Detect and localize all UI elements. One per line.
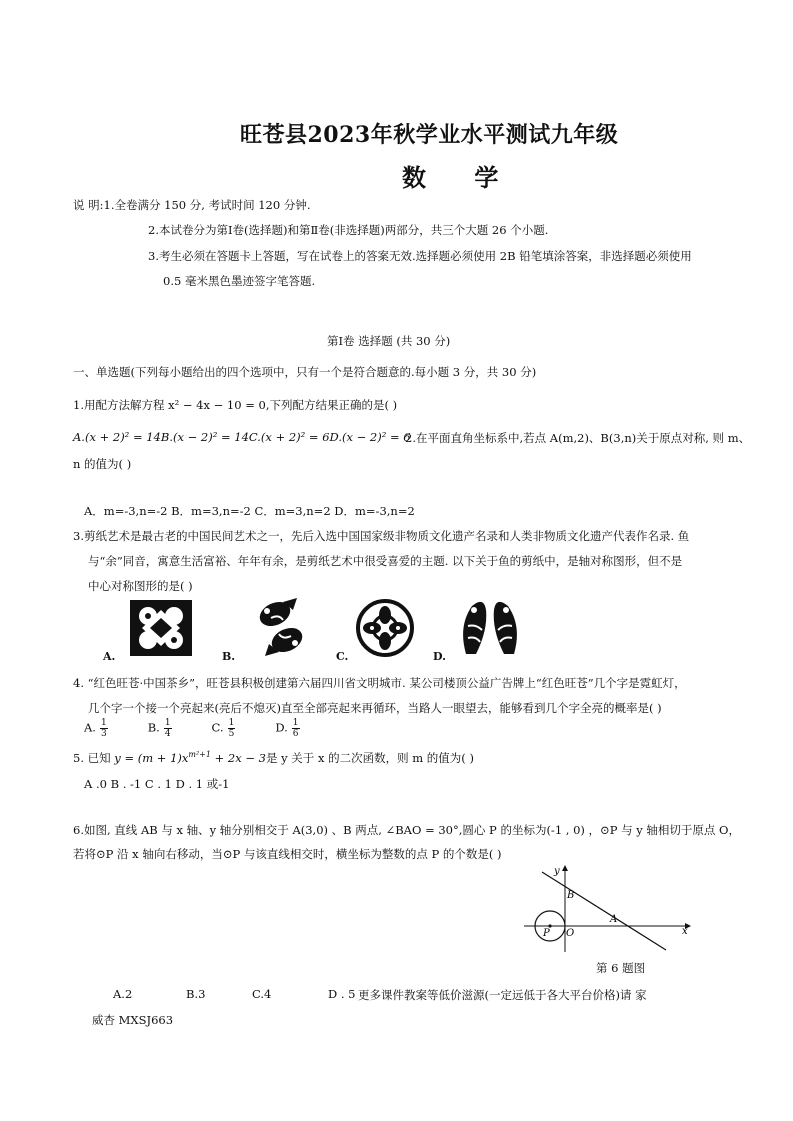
q5-stem: 5. 已知 $y = (m + 1)x^{m^2+1} + 2x - 3$是 y 关于 x 的二次函数，则 m 的值为( ) — [73, 750, 474, 765]
q2-stem: 2.在平面直角坐标系中,若点 A(m,2)、B(3,n)关于原点对称, 则 m、 — [405, 431, 751, 445]
q4-option-c: C. $\frac{1}{5}$ — [211, 718, 235, 739]
q6-option-b: B.3 — [186, 987, 206, 1001]
q4-option-a: A. $\frac{1}{3}$ — [84, 718, 107, 739]
q3-line2: 与“余”同音，寓意生活富裕、年年有余，是剪纸艺术中很受喜爱的主题. 以下关于鱼的剪纸中，是轴对称图形，但不是 — [88, 554, 683, 568]
q1-options: A.(x + 2)² = 14B.(x − 2)² = 14C.(x + 2)² = 6D.(x − 2)² = 6 — [73, 430, 411, 444]
q2-stem-line2: n 的值为( ) — [73, 457, 132, 471]
fig-label-o: O — [566, 928, 575, 939]
instructions-prefix: 说 明: — [73, 198, 104, 212]
q4-option-b: B. $\frac{1}{4}$ — [147, 718, 171, 739]
fig-label-b: B — [567, 890, 575, 901]
q6-option-c: C.4 — [252, 987, 272, 1001]
q4-option-d: D. $\frac{1}{6}$ — [275, 718, 299, 739]
instructions-text-1: 1.全卷满分 150 分, 考试时间 120 分钟. — [103, 198, 311, 212]
q1-stem: 1.用配方法解方程 x² − 4x − 10 = 0,下列配方结果正确的是( ) — [73, 398, 398, 412]
fish-papercut-a — [128, 598, 194, 658]
fish-papercut-b — [253, 596, 309, 658]
instructions-line1 — [73, 197, 311, 213]
q3-label-d: D. — [433, 650, 446, 663]
q6-option-d: D . 5 — [328, 987, 356, 1001]
q2-options: A．m=-3,n=-2 B．m=3,n=-2 C．m=3,n=2 D．m=-3,n=2 — [84, 504, 415, 518]
q3-label-b: B. — [222, 650, 236, 663]
fish-papercut-c — [354, 598, 416, 658]
fig-label-x: x — [682, 926, 688, 937]
q5-options: A .0 B . -1 C . 1 D . 1 或-1 — [84, 777, 230, 791]
part1-header: 第Ⅰ卷 选择题 (共 30 分) — [327, 334, 451, 348]
ad-text: 更多课件教案等低价滋源(一定远低于各大平台价格)请 家 — [358, 988, 647, 1002]
q4-line1: 4. “红色旺苍·中国茶乡”，旺苍县积极创建第六届四川省文明城市. 某公司楼顶公益广告牌上“红色旺苍”几个字是霓虹灯， — [73, 676, 686, 690]
q3-line1: 3.剪纸艺术是最古老的中国民间艺术之一，先后入选中国国家级非物质文化遗产名录和人类非物质文化遗产代表作名录. 鱼 — [73, 529, 690, 543]
q6-figure — [518, 862, 696, 954]
fig-label-a: A — [610, 914, 618, 925]
q4-line2: 几个字一个接一个亮起来(亮后不熄灭)直至全部亮起来再循环，当路人一眼望去，能够看到几个字全亮的概率是( ) — [88, 701, 662, 715]
instructions-line3: 3.考生必须在答题卡上答题，写在试卷上的答案无效.选择题必须使用 2B 铅笔填涂答案，非选择题必须使用 — [148, 249, 692, 263]
q3-label-a: A. — [103, 650, 116, 663]
ad-text-line2: 威杏 MXSJ663 — [92, 1013, 174, 1027]
q3-label-c: C. — [336, 650, 349, 663]
fish-papercut-d — [454, 596, 526, 658]
subject-title: 数 学 — [402, 163, 519, 192]
q3-line3: 中心对称图形的是( ) — [88, 579, 193, 593]
page-title: 旺苍县2023年秋学业水平测试九年级 — [240, 122, 619, 148]
q6-option-a: A.2 — [113, 987, 133, 1001]
fig-label-p: P — [543, 928, 550, 939]
instructions-line2: 2.本试卷分为第Ⅰ卷(选择题)和第Ⅱ卷(非选择题)两部分，共三个大题 26 个小题. — [148, 223, 549, 237]
section1-header: 一、单选题(下列每小题给出的四个选项中，只有一个是符合题意的.每小题 3 分，共 30 分) — [73, 365, 537, 379]
q6-line1: 6.如图, 直线 AB 与 x 轴、y 轴分别相交于 A(3,0) 、B 两点, ∠BAO = 30°,圆心 P 的坐标为(-1 , 0) ，⊙P 与 y 轴相切于原点 O， — [73, 823, 740, 837]
q4-options — [84, 718, 300, 739]
fig-label-y: y — [554, 866, 560, 877]
instructions-line4: 0.5 毫米黑色墨迹签字笔答题. — [163, 274, 316, 288]
q6-figure-caption: 第 6 题图 — [596, 961, 646, 975]
q6-line2: 若将⊙P 沿 x 轴向右移动，当⊙P 与该直线相交时，横坐标为整数的点 P 的个数是( ) — [73, 847, 502, 861]
